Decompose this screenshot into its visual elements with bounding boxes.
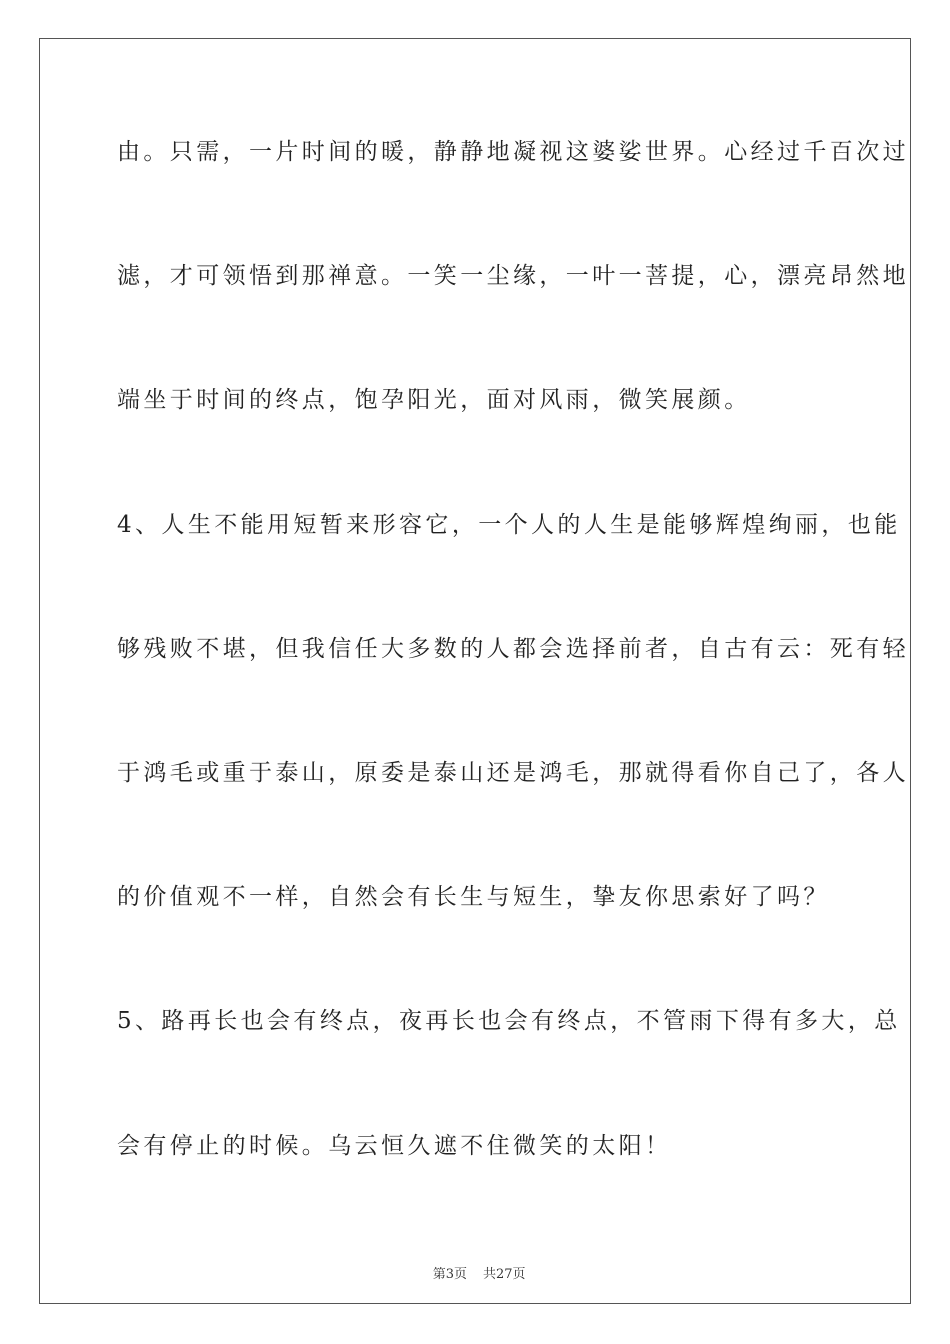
body-text-line: 的价值观不一样，自然会有长生与短生，挚友你思索好了吗？ [117,884,830,910]
body-text-line: 由。只需，一片时间的暖，静静地凝视这婆娑世界。心经过千百次过 [117,139,909,165]
page-border [39,38,911,1304]
body-text-line: 5、路再长也会有终点，夜再长也会有终点，不管雨下得有多大，总 [117,1008,901,1034]
body-text-line: 滤，才可领悟到那禅意。一笑一尘缘，一叶一菩提，心，漂亮昂然地 [117,263,909,289]
body-text-line: 4、人生不能用短暂来形容它，一个人的人生是能够辉煌绚丽，也能 [117,512,901,538]
body-text-line: 够残败不堪，但我信任大多数的人都会选择前者，自古有云：死有轻 [117,636,909,662]
page-number: 第3页 [432,1267,467,1282]
body-text-line: 于鸿毛或重于泰山，原委是泰山还是鸿毛，那就得看你自己了，各人 [117,760,909,786]
page-total: 共27页 [483,1267,526,1282]
body-text-line: 会有停止的时候。乌云恒久遮不住微笑的太阳！ [117,1133,672,1159]
page-footer [0,1248,950,1282]
body-text-line: 端坐于时间的终点，饱孕阳光，面对风雨，微笑展颜。 [117,387,751,413]
